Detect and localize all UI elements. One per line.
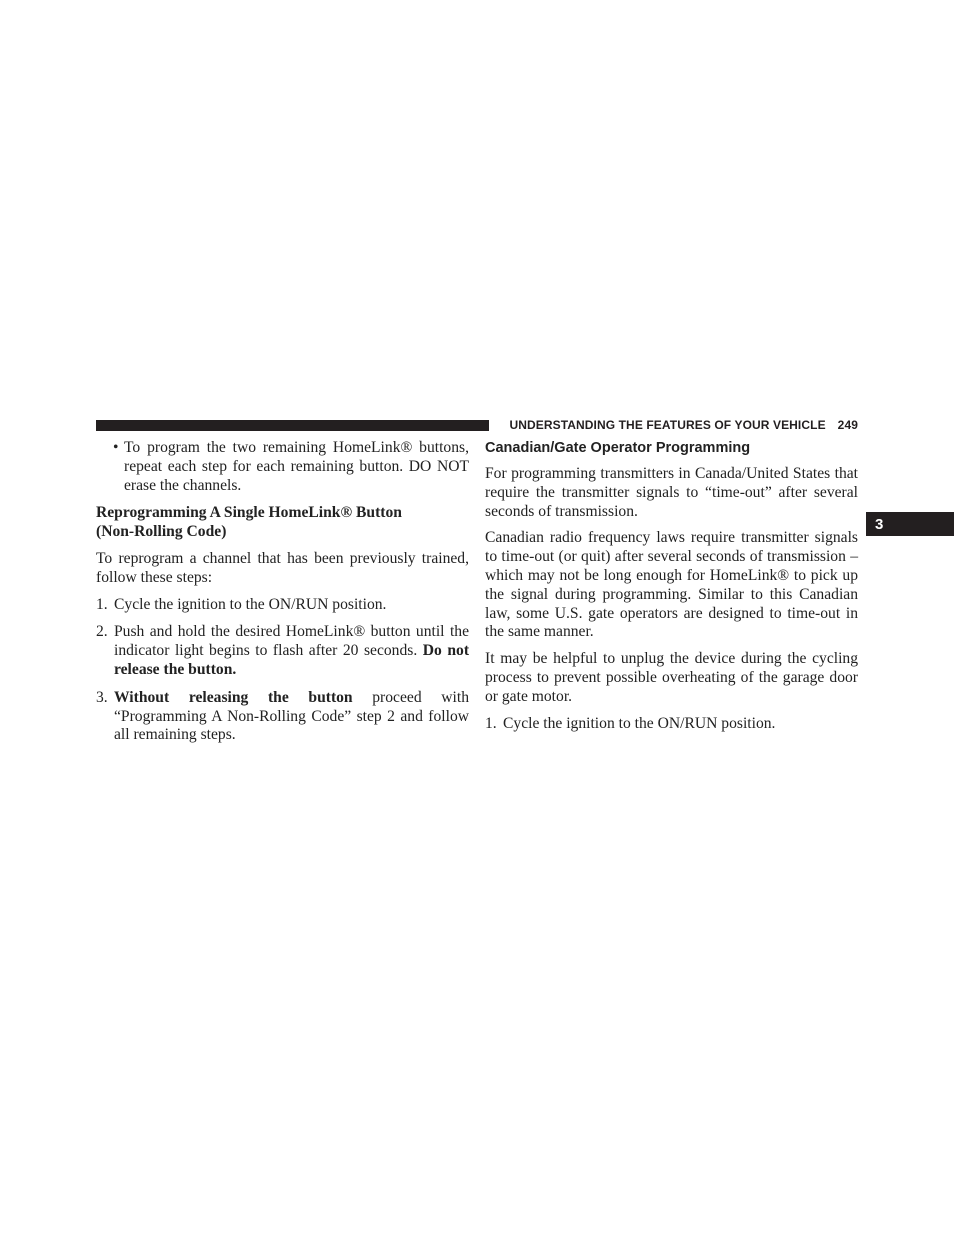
chapter-number: 3 xyxy=(875,515,884,533)
section-heading xyxy=(96,504,469,542)
step-number: 1. xyxy=(96,595,108,613)
paragraph-1: For programming transmitters in Canada/United States that require the transmitter signals to “time-out” after several seconds of transmission. xyxy=(485,465,858,520)
page-number: 249 xyxy=(837,418,858,432)
right-column xyxy=(485,439,858,742)
step-text-bold: Do not release the button. xyxy=(114,642,470,678)
step-text: Cycle the ignition to the ON/RUN position. xyxy=(503,714,776,732)
heading-line-1: Reprogramming A Single HomeLink® Button xyxy=(96,504,402,522)
step-2 xyxy=(96,623,469,679)
step-text xyxy=(114,623,469,679)
header-rule xyxy=(96,420,489,431)
section-title: UNDERSTANDING THE FEATURES OF YOUR VEHICLE xyxy=(509,418,826,432)
chapter-tab xyxy=(866,512,954,536)
step-text-body: Push and hold the desired HomeLink® button until the indicator light begins to flash after 20 seconds. xyxy=(114,623,469,660)
paragraph-2: Canadian radio frequency laws require transmitter signals to time-out (or quit) after several seconds of transmission – which may not be long enough for HomeLink® to pick up the signal during programming. Similar to this Canadian law, some U.S. gate operators are designed to time-out in the same manner. xyxy=(485,529,858,641)
step-1 xyxy=(485,715,858,734)
section-heading: Canadian/Gate Operator Programming xyxy=(485,440,751,456)
bullet-dot: • xyxy=(113,439,119,456)
bullet-item xyxy=(96,439,469,495)
paragraph-3: It may be helpful to unplug the device during the cycling process to prevent possible overheating of the garage door or gate motor. xyxy=(485,650,858,705)
step-number: 3. xyxy=(96,688,108,706)
step-number: 1. xyxy=(485,714,497,732)
step-text-body: proceed with “Programming A Non-Rolling Code” step 2 and follow all remaining steps. xyxy=(114,688,469,744)
step-text-bold: Without releasing the button xyxy=(114,688,353,706)
step-1 xyxy=(96,596,469,615)
left-column xyxy=(96,439,469,754)
step-number: 2. xyxy=(96,623,108,641)
intro-paragraph: To reprogram a channel that has been previously trained, follow these steps: xyxy=(96,549,469,586)
bullet-text: To program the two remaining HomeLink® buttons, repeat each step for each remaining button. DO NOT erase the channels. xyxy=(124,439,469,494)
step-text: Cycle the ignition to the ON/RUN position. xyxy=(114,595,387,613)
running-header xyxy=(498,418,858,432)
step-text xyxy=(114,689,469,745)
heading-line-2: (Non-Rolling Code) xyxy=(96,523,227,541)
step-3 xyxy=(96,689,469,745)
